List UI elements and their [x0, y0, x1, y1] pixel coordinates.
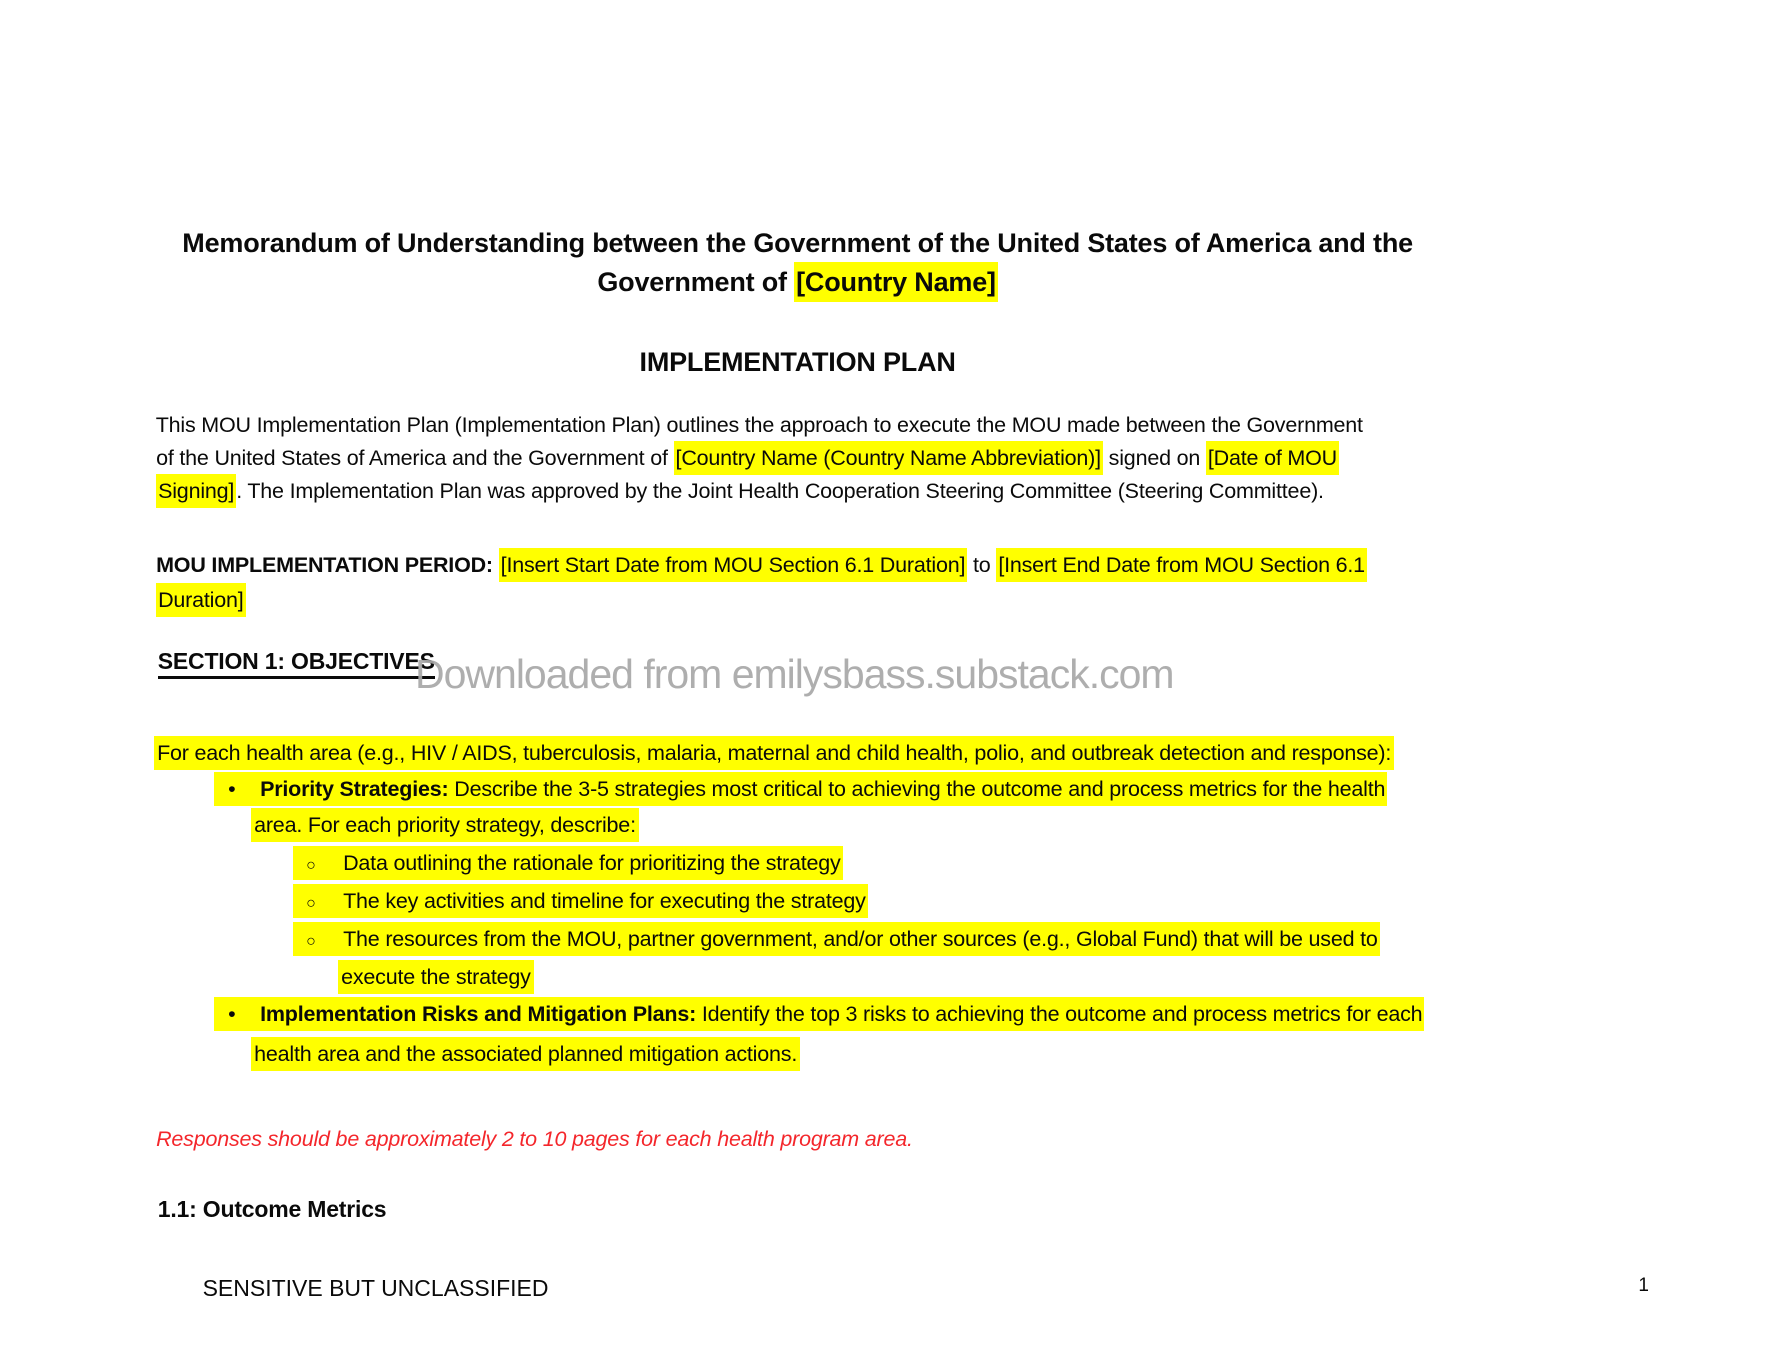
priority-strategies-text-1: Describe the 3-5 strategies most critical to achieving the outcome and process metrics for the health: [448, 777, 1386, 801]
implementation-risks-label: Implementation Risks and Mitigation Plans:: [260, 1002, 697, 1026]
priority-strategies-text-2: area. For each priority strategy, describe:: [251, 808, 639, 842]
watermark-text: Downloaded from emilysbass.substack.com: [415, 651, 1174, 697]
date-of-mou-signing-highlight-1: [Date of MOU: [1206, 441, 1339, 475]
intro-text-2b: signed on: [1102, 446, 1206, 470]
classification-footer: [177, 1231, 549, 1345]
page-number-text: 1: [1638, 1275, 1649, 1296]
page-length-note-text: Responses should be approximately 2 to 10 pages for each health program area.: [156, 1127, 913, 1151]
implementation-plan-heading-text: IMPLEMENTATION PLAN: [639, 347, 956, 377]
end-date-highlight-1: [Insert End Date from MOU Section 6.1: [996, 548, 1367, 582]
mou-period-to-text: to: [967, 553, 997, 577]
country-name-highlight: [Country Name]: [794, 262, 998, 302]
circle-bullet-marker-icon: ○: [306, 933, 316, 950]
end-date-highlight-2: Duration]: [156, 583, 245, 617]
implementation-risks-text-2: health area and the associated planned mitigation actions.: [251, 1037, 800, 1071]
bullet-marker-icon: •: [228, 777, 236, 801]
bullet-marker-icon: •: [228, 1002, 236, 1026]
section-1-heading-text: SECTION 1: OBJECTIVES: [158, 648, 435, 679]
watermark: [415, 651, 1174, 698]
intro-text-3: . The Implementation Plan was approved by the Joint Health Cooperation Steering Committee (Steering Committee).: [236, 479, 1324, 503]
sub-bullet-2-text: The key activities and timeline for executing the strategy: [343, 889, 866, 913]
intro-text-1: This MOU Implementation Plan (Implementation Plan) outlines the approach to execute the MOU made between the Government: [155, 413, 1363, 437]
implementation-risks-text-1: Identify the top 3 risks to achieving the outcome and process metrics for each: [696, 1002, 1423, 1026]
priority-strategies-label: Priority Strategies:: [260, 777, 449, 801]
title-text-2: Government of: [597, 267, 795, 297]
objectives-intro-text: For each health area (e.g., HIV / AIDS, tuberculosis, malaria, maternal and child health, polio, and outbreak detection and response):: [154, 736, 1394, 770]
start-date-highlight: [Insert Start Date from MOU Section 6.1 Duration]: [499, 548, 968, 582]
mou-period-label: MOU IMPLEMENTATION PERIOD:: [156, 553, 499, 577]
sub-bullet-1-text: Data outlining the rationale for prioritizing the strategy: [343, 851, 841, 875]
intro-text-2a: of the United States of America and the Government of: [156, 446, 674, 470]
circle-bullet-marker-icon: ○: [306, 895, 316, 912]
page-number: [1618, 1229, 1649, 1343]
title-text-1: Memorandum of Understanding between the Government of the United States of America and the: [182, 228, 1413, 258]
classification-text: SENSITIVE BUT UNCLASSIFIED: [202, 1275, 549, 1301]
circle-bullet-marker-icon: ○: [306, 857, 316, 874]
date-of-mou-signing-highlight-2: Signing]: [156, 474, 236, 508]
outcome-metrics-heading-text: 1.1: Outcome Metrics: [157, 1196, 387, 1222]
mou-period-line-1: [133, 511, 1367, 619]
country-name-abbreviation-highlight: [Country Name (Country Name Abbreviation)]: [674, 441, 1103, 475]
sub-bullet-3-text-2: execute the strategy: [338, 960, 534, 994]
sub-bullet-3-text-1: The resources from the MOU, partner government, and/or other sources (e.g., Global Fund) that will be used to: [343, 927, 1378, 951]
